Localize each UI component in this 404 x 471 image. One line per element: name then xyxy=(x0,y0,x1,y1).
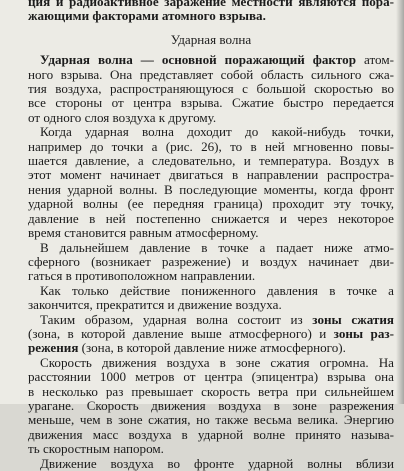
text-line: В дальнейшем давление в точке а падает ниже атмо- xyxy=(40,239,394,255)
paragraph-point-a xyxy=(28,125,394,240)
text-line: Движение воздуха во фронте ударной волны вблизи xyxy=(40,455,394,471)
text-line: Скорость движения воздуха в зоне сжатия огромна. На xyxy=(40,354,394,370)
section-heading: Ударная волна xyxy=(170,31,252,47)
paragraph-zones xyxy=(28,313,394,356)
paragraph-definition xyxy=(28,53,394,125)
text-line: сферного (возникает разрежение) и воздух начинает дви- xyxy=(28,253,394,269)
text-line: меньше, чем в зоне сжатия, но также весьма велика. Энергию xyxy=(28,412,394,428)
text-line: в несколько раз превышает скорость ветра при сильнейшем xyxy=(28,383,394,399)
text-span: Таким образом, ударная волна состоит из xyxy=(40,311,313,327)
intro-paragraph-end xyxy=(28,0,394,24)
text-line: расстоянии 1000 метров от центра (эпицентра) взрыва она xyxy=(28,369,394,385)
text-line: этот момент начинает двигаться в направлении распростра- xyxy=(28,167,394,183)
page-edge-shadow xyxy=(396,0,404,404)
text-line xyxy=(28,341,394,355)
text-line: ция и радиоактивное заражение местности являются пора- xyxy=(28,0,394,9)
text-line: закончится, прекратится и движение воздуха. xyxy=(28,297,282,313)
text-line: гаться в противоположном направлении. xyxy=(28,268,256,284)
text-line: давление в ней постепенно снижается и через некоторое xyxy=(28,210,394,226)
text-line xyxy=(28,53,394,67)
text-line: все стороны от центра взрыва. Сжатие быстро передается xyxy=(28,95,394,111)
text-line: время становится равным атмосферному. xyxy=(28,225,259,241)
bold-phrase: Ударная волна — основной поражающий фактор xyxy=(40,52,357,68)
bold-phrase: режения xyxy=(28,340,79,356)
text-line: ть скоростным напором. xyxy=(28,441,164,457)
paragraph-stop xyxy=(28,284,394,313)
paragraph-cutoff xyxy=(28,457,394,471)
document-body xyxy=(28,0,394,471)
text-line: от одного слоя воздуха к другому. xyxy=(28,109,217,125)
text-line: ного взрыва. Она представляет собой область сильного сжа- xyxy=(28,66,394,82)
text-line: ударной волны (ее передняя граница) проходит эту точку, xyxy=(28,196,394,212)
bold-phrase: зоны раз- xyxy=(333,325,395,341)
text-line: жающими факторами атомного взрыва. xyxy=(28,8,266,24)
text-line: Как только действие пониженного давления в точке а xyxy=(40,282,394,298)
text-line: нения ударной волны. В последующие моменты, когда фронт xyxy=(28,181,394,197)
bold-phrase: зоны сжатия xyxy=(312,311,394,327)
text-span: атом- xyxy=(356,52,394,68)
text-line xyxy=(28,327,394,341)
text-span: (зона, в которой давление ниже атмосферного). xyxy=(78,340,346,356)
text-span: (зона, в которой давление выше атмосферного) и xyxy=(28,325,334,341)
text-line: движения масс воздуха в ударной волне принято называ- xyxy=(28,426,394,442)
text-line: например до точки а (рис. 26), то в ней мгновенно повы- xyxy=(28,138,394,154)
text-line: шается давление, а следовательно, и температура. Воздух в xyxy=(28,153,394,169)
text-line: тия воздуха, распространяющуюся с большой скоростью во xyxy=(28,81,394,97)
text-line: Когда ударная волна доходит до какой-нибудь точки, xyxy=(40,124,394,140)
paragraph-speed xyxy=(28,356,394,457)
text-line xyxy=(28,313,394,327)
text-line: урагане. Скорость движения воздуха в зоне разрежения xyxy=(28,397,394,413)
paragraph-rarefaction xyxy=(28,241,394,284)
